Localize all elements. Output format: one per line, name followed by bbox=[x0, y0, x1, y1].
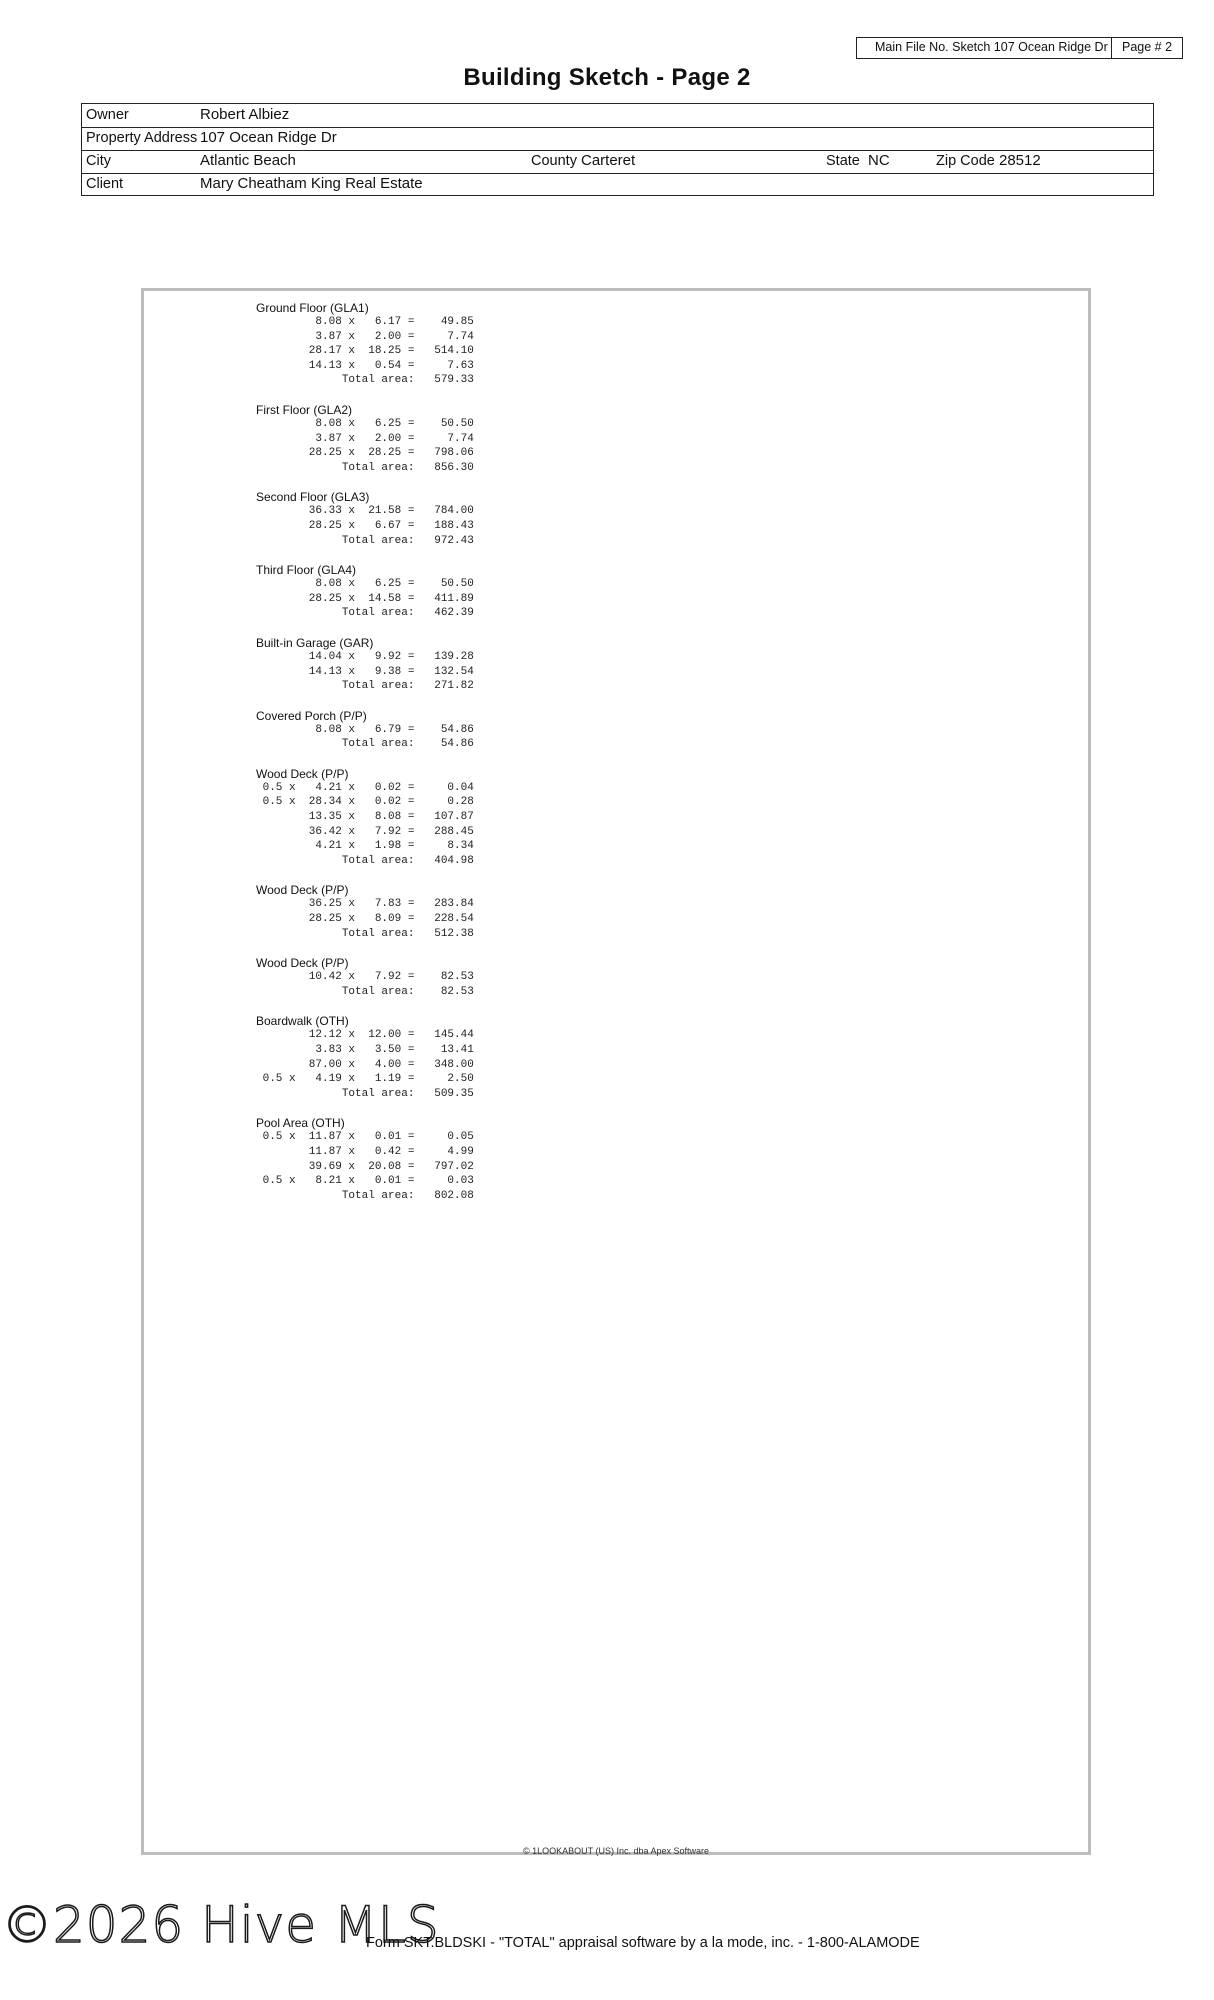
area-calc-line: Total area: 462.39 bbox=[256, 607, 474, 620]
county-label: County bbox=[531, 153, 577, 169]
area-calc-line: 12.12 x 12.00 = 145.44 bbox=[256, 1029, 474, 1042]
area-calc-line: Total area: 856.30 bbox=[256, 461, 474, 474]
area-calc-line: 14.04 x 9.92 = 139.28 bbox=[256, 650, 474, 663]
area-calc-line: Total area: 802.08 bbox=[256, 1189, 474, 1202]
area-section bbox=[256, 301, 556, 388]
area-calc-line: 36.25 x 7.83 = 283.84 bbox=[256, 898, 474, 911]
property-info-table bbox=[81, 103, 1154, 196]
area-section-title: Pool Area (OTH) bbox=[256, 1116, 345, 1131]
address-value: 107 Ocean Ridge Dr bbox=[200, 129, 337, 146]
area-section bbox=[256, 1014, 556, 1101]
area-calc-line: Total area: 82.53 bbox=[256, 985, 474, 998]
area-section-title: First Floor (GLA2) bbox=[256, 402, 353, 417]
main-file-number: Main File No. Sketch 107 Ocean Ridge Dr bbox=[856, 37, 1112, 59]
area-calc-line: 11.87 x 0.42 = 4.99 bbox=[256, 1145, 474, 1158]
area-calc-line: 3.87 x 2.00 = 7.74 bbox=[256, 432, 474, 445]
owner-row bbox=[82, 104, 1153, 128]
county-value: Carteret bbox=[581, 152, 636, 169]
owner-label: Owner bbox=[86, 107, 129, 123]
area-calc-line: 36.42 x 7.92 = 288.45 bbox=[256, 825, 474, 838]
area-section bbox=[256, 563, 556, 621]
area-calc-line: 28.25 x 8.09 = 228.54 bbox=[256, 913, 474, 926]
city-label: City bbox=[86, 153, 111, 169]
area-calc-line: Total area: 579.33 bbox=[256, 374, 474, 387]
area-calc-line: Total area: 972.43 bbox=[256, 534, 474, 547]
area-calc-line: 0.5 x 4.21 x 0.02 = 0.04 bbox=[256, 781, 474, 794]
area-section-title: Boardwalk (OTH) bbox=[256, 1014, 349, 1029]
area-calc-line: 87.00 x 4.00 = 348.00 bbox=[256, 1058, 474, 1071]
address-label: Property Address bbox=[86, 130, 198, 146]
area-calc-line: 8.08 x 6.25 = 50.50 bbox=[256, 578, 474, 591]
area-section-title: Wood Deck (P/P) bbox=[256, 956, 349, 971]
area-section bbox=[256, 403, 556, 475]
page-number: Page # 2 bbox=[1112, 37, 1183, 59]
area-calc-line: 0.5 x 4.19 x 1.19 = 2.50 bbox=[256, 1073, 474, 1086]
area-calc-line: 8.08 x 6.79 = 54.86 bbox=[256, 723, 474, 736]
owner-value: Robert Albiez bbox=[200, 106, 290, 123]
area-section bbox=[256, 883, 556, 941]
area-calc-line: 14.13 x 0.54 = 7.63 bbox=[256, 359, 474, 372]
state-value: NC bbox=[868, 152, 890, 169]
area-calc-line: 3.87 x 2.00 = 7.74 bbox=[256, 330, 474, 343]
client-label: Client bbox=[86, 176, 124, 192]
area-calc-line: Total area: 512.38 bbox=[256, 927, 474, 940]
area-calc-line: Total area: 271.82 bbox=[256, 680, 474, 693]
area-section-title: Wood Deck (P/P) bbox=[256, 766, 349, 781]
area-section-title: Ground Floor (GLA1) bbox=[256, 301, 369, 315]
area-calc-line: 0.5 x 8.21 x 0.01 = 0.03 bbox=[256, 1175, 474, 1188]
area-calc-line: 8.08 x 6.25 = 50.50 bbox=[256, 417, 474, 430]
client-value: Mary Cheatham King Real Estate bbox=[200, 175, 423, 192]
area-section bbox=[256, 956, 556, 999]
city-row bbox=[82, 150, 1153, 174]
area-calc-line: 39.69 x 20.08 = 797.02 bbox=[256, 1160, 474, 1173]
area-calc-line: Total area: 404.98 bbox=[256, 854, 474, 867]
area-section-title: Wood Deck (P/P) bbox=[256, 883, 349, 898]
area-calc-line: 28.25 x 28.25 = 798.06 bbox=[256, 447, 474, 460]
area-calc-line: Total area: 509.35 bbox=[256, 1087, 474, 1100]
area-section-title: Second Floor (GLA3) bbox=[256, 490, 370, 505]
area-section bbox=[256, 636, 556, 694]
sketch-copyright: © 1LOOKABOUT (US) Inc. dba Apex Software bbox=[522, 1846, 710, 1856]
area-section bbox=[256, 490, 556, 548]
area-section-title: Built-in Garage (GAR) bbox=[256, 635, 374, 650]
area-calc-line: 4.21 x 1.98 = 8.34 bbox=[256, 840, 474, 853]
area-calc-line: 8.08 x 6.17 = 49.85 bbox=[256, 316, 474, 328]
page-title: Building Sketch - Page 2 bbox=[463, 64, 751, 91]
form-footer: Form SKT.BLDSKI - "TOTAL" appraisal software by a la mode, inc. - 1-800-ALAMODE bbox=[366, 1935, 920, 1951]
area-calc-line: 14.13 x 9.38 = 132.54 bbox=[256, 665, 474, 678]
state-label: State bbox=[826, 153, 860, 169]
area-section bbox=[256, 709, 556, 752]
zip-label: Zip Code bbox=[936, 153, 995, 169]
sketch-area bbox=[141, 288, 1091, 1855]
area-calc-line: 28.17 x 18.25 = 514.10 bbox=[256, 345, 474, 358]
area-calc-line: 13.35 x 8.08 = 107.87 bbox=[256, 811, 474, 824]
zip-value: 28512 bbox=[999, 152, 1041, 169]
address-row bbox=[82, 127, 1153, 151]
area-section bbox=[256, 767, 556, 869]
area-calc-line: 0.5 x 28.34 x 0.02 = 0.28 bbox=[256, 796, 474, 809]
city-value: Atlantic Beach bbox=[200, 152, 296, 169]
area-section-title: Third Floor (GLA4) bbox=[256, 563, 357, 578]
area-calc-line: 28.25 x 14.58 = 411.89 bbox=[256, 592, 474, 605]
client-row bbox=[82, 173, 1153, 196]
area-calc-line: 28.25 x 6.67 = 188.43 bbox=[256, 519, 474, 532]
area-calculations bbox=[256, 301, 556, 1218]
area-calc-line: 0.5 x 11.87 x 0.01 = 0.05 bbox=[256, 1131, 474, 1144]
area-calc-line: 3.83 x 3.50 = 13.41 bbox=[256, 1044, 474, 1056]
area-calc-line: 36.33 x 21.58 = 784.00 bbox=[256, 505, 474, 518]
watermark: ©2026 Hive MLS bbox=[2, 1896, 440, 1954]
area-section-title: Covered Porch (P/P) bbox=[256, 708, 367, 723]
area-calc-line: 10.42 x 7.92 = 82.53 bbox=[256, 971, 474, 984]
area-section bbox=[256, 1116, 556, 1203]
area-calc-line: Total area: 54.86 bbox=[256, 738, 474, 751]
